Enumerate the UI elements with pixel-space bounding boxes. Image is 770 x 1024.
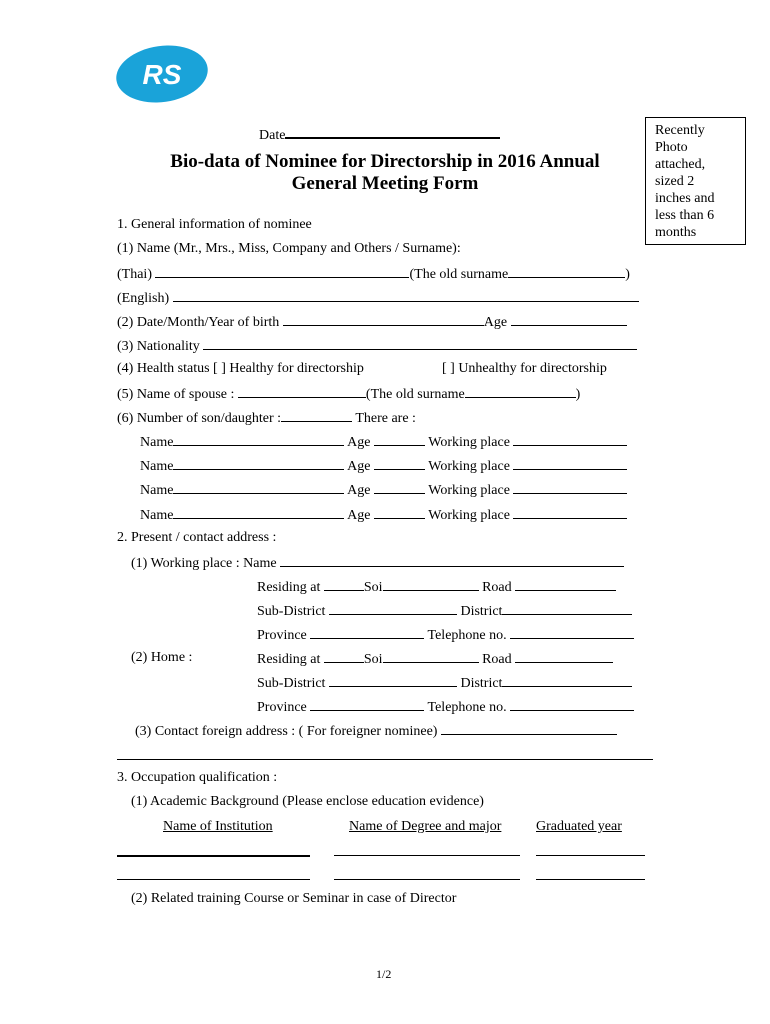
soi-input[interactable] xyxy=(383,649,479,663)
child-name-label: Name xyxy=(140,459,174,474)
foreign-address-row xyxy=(135,721,617,740)
section2-heading: 2. Present / contact address : xyxy=(117,530,277,545)
dob-input[interactable] xyxy=(283,312,484,326)
working-place-label: (1) Working place : Name xyxy=(131,556,277,571)
work-district-row xyxy=(257,601,632,620)
home-label: (2) Home : xyxy=(131,650,193,665)
section3-heading: 3. Occupation qualification : xyxy=(117,770,278,785)
child-name-input[interactable] xyxy=(173,505,344,519)
child-work-label: Working place xyxy=(428,508,510,523)
old-surname-input[interactable] xyxy=(508,264,625,278)
photo-line: attached, xyxy=(655,157,706,172)
child-work-input[interactable] xyxy=(513,432,627,446)
year-input[interactable] xyxy=(536,855,645,856)
old-surname-label: (The old surname xyxy=(409,267,509,282)
children-row xyxy=(117,408,416,427)
residing-input[interactable] xyxy=(324,649,364,663)
child-row xyxy=(140,432,627,451)
district-input[interactable] xyxy=(502,673,632,687)
date-field xyxy=(259,124,500,144)
foreign-address-label: (3) Contact foreign address : ( For foreigner nominee) xyxy=(135,724,438,739)
working-place-name-input[interactable] xyxy=(280,553,624,567)
child-name-label: Name xyxy=(140,483,174,498)
child-name-input[interactable] xyxy=(173,432,344,446)
child-age-input[interactable] xyxy=(374,505,425,519)
photo-placeholder-box[interactable] xyxy=(645,117,746,245)
spouse-input[interactable] xyxy=(238,384,366,398)
nationality-input[interactable] xyxy=(203,336,637,350)
child-name-label: Name xyxy=(140,508,174,523)
health-unhealthy-option[interactable]: [ ] Unhealthy for directorship xyxy=(442,361,607,376)
child-row xyxy=(140,480,627,499)
photo-line: months xyxy=(655,225,697,240)
close-paren: ) xyxy=(625,267,630,282)
district-label: District xyxy=(460,604,503,619)
child-work-input[interactable] xyxy=(513,505,627,519)
photo-line: Recently xyxy=(655,123,705,138)
residing-label: Residing at xyxy=(257,580,321,595)
logo-text: RS xyxy=(142,59,182,90)
soi-label: Soi xyxy=(363,652,383,667)
age-label: Age xyxy=(483,315,508,330)
dob-label: (2) Date/Month/Year of birth xyxy=(117,315,280,330)
province-input[interactable] xyxy=(310,697,424,711)
institution-input[interactable] xyxy=(117,879,310,880)
foreign-address-input-line2[interactable] xyxy=(117,759,653,760)
child-age-label: Age xyxy=(347,435,371,450)
child-row xyxy=(140,456,627,475)
telephone-label: Telephone no. xyxy=(427,628,507,643)
dob-row xyxy=(117,312,627,331)
soi-label: Soi xyxy=(363,580,383,595)
child-age-input[interactable] xyxy=(374,480,425,494)
district-input[interactable] xyxy=(502,601,632,615)
residing-label: Residing at xyxy=(257,652,321,667)
road-input[interactable] xyxy=(515,649,613,663)
sub-district-input[interactable] xyxy=(329,673,457,687)
child-age-label: Age xyxy=(347,508,371,523)
telephone-input[interactable] xyxy=(510,697,634,711)
residing-input[interactable] xyxy=(324,577,364,591)
road-label: Road xyxy=(482,580,512,595)
thai-label: (Thai) xyxy=(117,267,152,282)
road-input[interactable] xyxy=(515,577,616,591)
english-name-row xyxy=(117,288,639,307)
health-healthy-option[interactable]: (4) Health status [ ] Healthy for directorship xyxy=(117,361,364,376)
home-residing-row xyxy=(257,649,613,668)
child-work-label: Working place xyxy=(428,483,510,498)
institution-input[interactable] xyxy=(117,855,310,857)
province-label: Province xyxy=(257,700,307,715)
spouse-old-surname-label: (The old surname xyxy=(365,387,465,402)
degree-input[interactable] xyxy=(334,855,520,856)
photo-line: inches and xyxy=(655,191,715,206)
col-year-header: Graduated year xyxy=(536,819,622,834)
road-label: Road xyxy=(482,652,512,667)
child-row xyxy=(140,505,627,524)
child-work-label: Working place xyxy=(428,459,510,474)
photo-line: Photo xyxy=(655,140,688,155)
training-label: (2) Related training Course or Seminar in case of Director xyxy=(131,891,457,906)
date-input-line[interactable] xyxy=(285,124,500,139)
foreign-address-input[interactable] xyxy=(441,721,617,735)
home-province-row xyxy=(257,697,634,716)
child-age-input[interactable] xyxy=(374,432,425,446)
telephone-input[interactable] xyxy=(510,625,634,639)
child-work-label: Working place xyxy=(428,435,510,450)
there-are-label: There are : xyxy=(355,411,416,426)
form-title-line2: General Meeting Form xyxy=(291,173,479,194)
child-age-label: Age xyxy=(347,483,371,498)
district-label: District xyxy=(460,676,503,691)
sub-district-label: Sub-District xyxy=(257,604,326,619)
children-count-input[interactable] xyxy=(281,408,352,422)
form-title-line1: Bio-data of Nominee for Directorship in 2016 Annual xyxy=(170,151,600,172)
child-work-input[interactable] xyxy=(513,480,627,494)
child-work-input[interactable] xyxy=(513,456,627,470)
page-number: 1/2 xyxy=(376,967,392,981)
thai-name-input[interactable] xyxy=(155,264,409,278)
sub-district-label: Sub-District xyxy=(257,676,326,691)
english-name-input[interactable] xyxy=(173,288,639,302)
col-institution-header: Name of Institution xyxy=(163,819,273,834)
company-logo xyxy=(115,45,209,103)
col-degree-header: Name of Degree and major xyxy=(349,819,502,834)
telephone-label: Telephone no. xyxy=(427,700,507,715)
year-input[interactable] xyxy=(536,879,645,880)
age-input[interactable] xyxy=(511,312,627,326)
work-residing-row xyxy=(257,577,616,596)
province-input[interactable] xyxy=(310,625,424,639)
child-name-input[interactable] xyxy=(173,456,344,470)
academic-label: (1) Academic Background (Please enclose education evidence) xyxy=(131,794,484,809)
child-name-input[interactable] xyxy=(173,480,344,494)
degree-input[interactable] xyxy=(334,879,520,880)
thai-name-row xyxy=(117,264,630,283)
province-label: Province xyxy=(257,628,307,643)
child-age-label: Age xyxy=(347,459,371,474)
work-province-row xyxy=(257,625,634,644)
photo-line: less than 6 xyxy=(655,208,715,223)
home-district-row xyxy=(257,673,632,692)
nationality-label: (3) Nationality xyxy=(117,339,200,354)
spouse-old-surname-input[interactable] xyxy=(465,384,576,398)
child-age-input[interactable] xyxy=(374,456,425,470)
working-place-row xyxy=(131,553,624,572)
section1-heading: 1. General information of nominee xyxy=(117,217,312,232)
children-label: (6) Number of son/daughter : xyxy=(117,411,282,426)
english-label: (English) xyxy=(117,291,170,306)
nationality-row xyxy=(117,336,637,355)
name-label: (1) Name (Mr., Mrs., Miss, Company and Others / Surname): xyxy=(117,241,461,256)
spouse-row xyxy=(117,384,580,403)
date-label: Date xyxy=(259,128,286,143)
child-name-label: Name xyxy=(140,435,174,450)
sub-district-input[interactable] xyxy=(329,601,457,615)
close-paren: ) xyxy=(575,387,581,402)
soi-input[interactable] xyxy=(383,577,479,591)
photo-line: sized 2 xyxy=(655,174,695,189)
spouse-label: (5) Name of spouse : xyxy=(117,387,235,402)
